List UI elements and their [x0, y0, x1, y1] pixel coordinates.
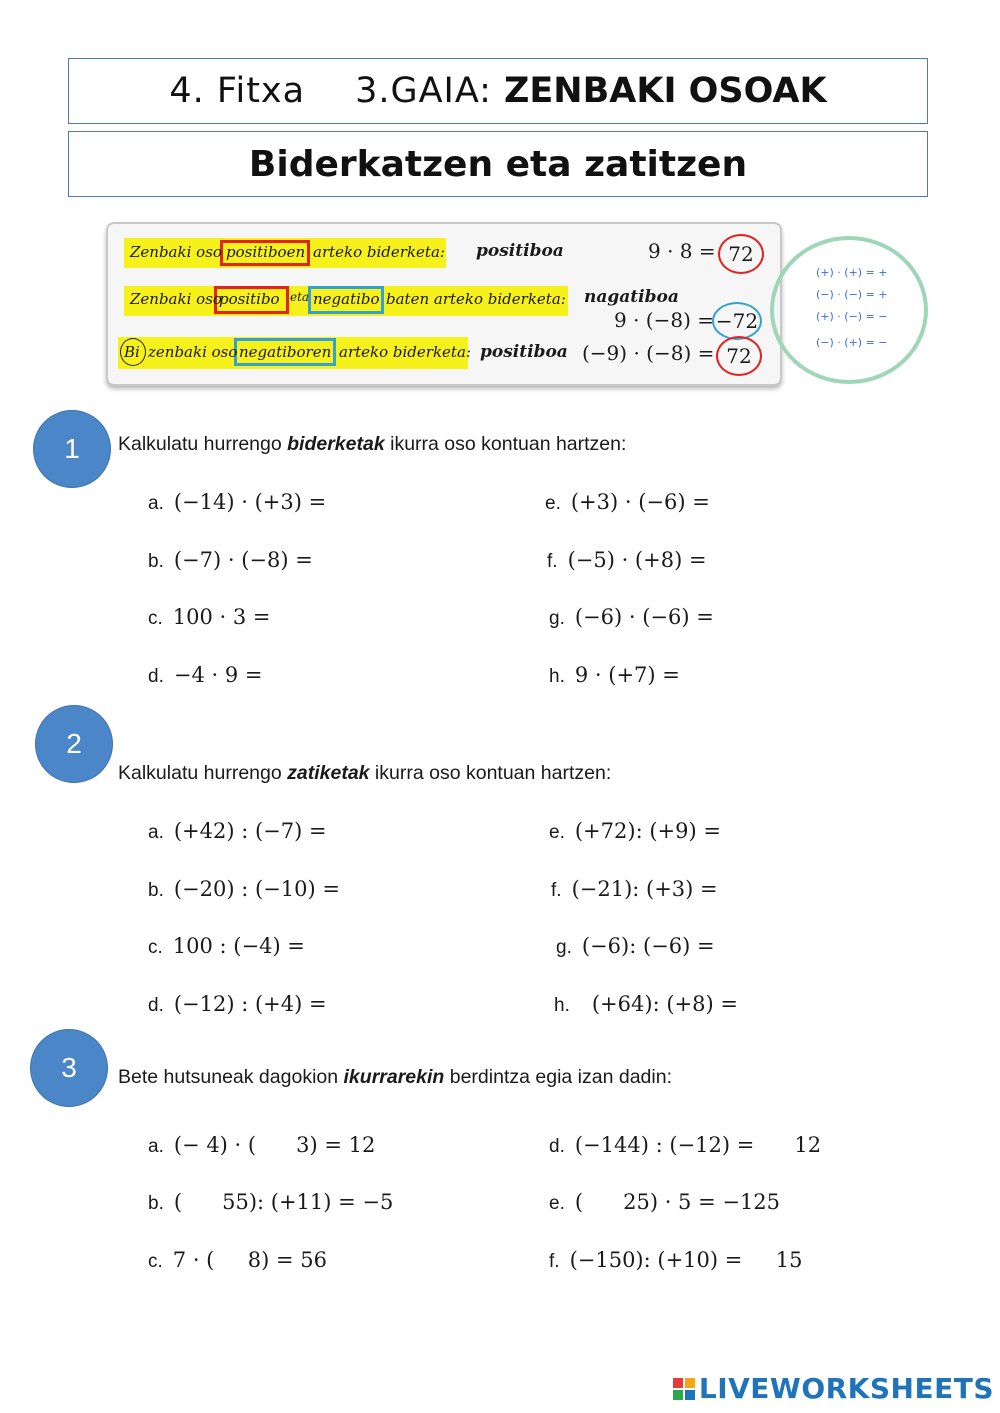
exercise-1f	[547, 548, 707, 573]
rule-row-3-result	[716, 336, 762, 376]
exercise-2b	[148, 877, 340, 902]
exercise-label: c.	[148, 937, 163, 958]
exercise-expression: 9 · (+7) =	[574, 663, 680, 687]
liveworksheets-icon	[673, 1378, 695, 1400]
sign-rule-2: (−) · (−) = +	[816, 288, 888, 301]
exercise-label: a.	[148, 1136, 164, 1157]
sign-rule-1: (+) · (+) = +	[816, 266, 888, 279]
rule-row-1-equation: 9 · 8 =	[648, 239, 716, 263]
section-3-number-text: 3	[61, 1052, 77, 1083]
exercise-label: a.	[148, 822, 164, 843]
rule-row-3-box-word: negatiboren	[239, 343, 332, 361]
exercise-label: c.	[148, 1251, 163, 1272]
rule-row-3-pre: zenbaki oso	[148, 343, 238, 361]
exercise-1b	[148, 548, 313, 573]
rule-row-2-equation: 9 · (−8) =	[614, 308, 714, 332]
exercise-label: h.	[554, 995, 570, 1016]
logo-square	[673, 1378, 683, 1388]
section-2-instruction-bold: zatiketak	[287, 762, 370, 784]
subtitle-text: Biderkatzen eta zatitzen	[248, 143, 748, 185]
exercise-expression: (− 4) · ( 3) = 12	[173, 1133, 376, 1157]
exercise-label: a.	[148, 493, 164, 514]
exercise-1c	[148, 605, 271, 630]
sign-rules-circle	[770, 236, 928, 384]
section-2-instruction-pre: Kalkulatu hurrengo	[118, 762, 288, 784]
exercise-2c	[148, 934, 305, 959]
fitxa-label: 4. Fitxa	[169, 71, 306, 111]
exercise-expression: (−144) : (−12) = 12	[574, 1133, 822, 1157]
exercise-expression: (−150): (+10) = 15	[569, 1248, 803, 1272]
rule-row-1-result	[718, 234, 764, 274]
exercise-label: c.	[148, 608, 163, 629]
exercise-2f	[551, 877, 718, 902]
exercise-label: d.	[148, 995, 164, 1016]
gaia-label: 3.GAIA:	[355, 71, 492, 111]
exercise-label: h.	[549, 666, 565, 687]
section-1-number	[33, 410, 111, 488]
section-1-instruction-pre: Kalkulatu hurrengo	[118, 433, 288, 455]
exercise-expression: (−6): (−6) =	[581, 934, 715, 958]
exercise-2g	[556, 934, 715, 959]
logo-square	[685, 1378, 695, 1388]
rule-row-2-post: baten arteko biderketa:	[386, 290, 566, 308]
logo-square	[685, 1390, 695, 1400]
exercise-expression: (+64): (+8) =	[591, 992, 738, 1016]
exercise-2a	[148, 819, 327, 844]
worksheet-subtitle	[68, 131, 928, 197]
exercise-expression: 7 · ( 8) = 56	[172, 1248, 327, 1272]
exercise-label: f.	[549, 1251, 560, 1272]
exercise-expression: (−14) · (+3) =	[173, 490, 327, 514]
section-2-number	[35, 705, 113, 783]
section-3-instruction-bold: ikurrarekin	[343, 1066, 445, 1088]
exercise-expression: −4 · 9 =	[173, 663, 263, 687]
multiplication-rules-panel	[106, 222, 782, 386]
rule-row-2-box1-word: positibo	[219, 290, 280, 308]
rule-row-1-sign: positiboa	[476, 241, 564, 261]
exercise-expression: 100 : (−4) =	[172, 934, 305, 958]
topic-title: ZENBAKI OSOAK	[503, 71, 827, 111]
exercise-3a	[148, 1133, 375, 1158]
exercise-expression: ( 55): (+11) = −5	[173, 1190, 394, 1214]
exercise-label: f.	[551, 880, 562, 901]
exercise-expression: (−6) · (−6) =	[574, 605, 714, 629]
exercise-expression: (−7) · (−8) =	[173, 548, 313, 572]
exercise-label: e.	[549, 822, 565, 843]
section-2-instruction-post: ikurra oso kontuan hartzen:	[369, 762, 612, 784]
worksheet-title	[68, 58, 928, 124]
rule-row-2-result	[712, 302, 762, 340]
exercise-label: d.	[549, 1136, 565, 1157]
exercise-2d	[148, 992, 327, 1017]
rule-row-2-sign: nagatiboa	[584, 287, 679, 307]
exercise-1e	[545, 490, 710, 515]
rule-row-1-result-text: 72	[728, 242, 754, 266]
exercise-expression: (−12) : (+4) =	[173, 992, 327, 1016]
exercise-3b	[148, 1190, 393, 1215]
exercise-label: e.	[549, 1193, 565, 1214]
exercise-label: f.	[547, 551, 558, 572]
liveworksheets-logo[interactable]	[673, 1372, 994, 1405]
section-1-instruction-bold: biderketak	[287, 433, 385, 455]
rule-row-1-pre: Zenbaki oso	[130, 243, 222, 261]
exercise-3f	[549, 1248, 802, 1273]
sign-rule-4: (−) · (+) = −	[816, 336, 888, 349]
section-2-instruction	[118, 762, 611, 785]
exercise-label: g.	[556, 937, 572, 958]
exercise-expression: (−5) · (+8) =	[567, 548, 707, 572]
logo-square	[673, 1390, 683, 1400]
rule-row-2-pre: Zenbaki oso	[130, 290, 222, 308]
exercise-1h	[549, 663, 680, 688]
exercise-1a	[148, 490, 326, 515]
exercise-label: g.	[549, 608, 565, 629]
section-1-number-text: 1	[64, 433, 80, 464]
exercise-3e	[549, 1190, 780, 1215]
section-1-instruction	[118, 433, 626, 456]
exercise-expression: (−21): (+3) =	[571, 877, 718, 901]
section-1-instruction-post: ikurra oso kontuan hartzen:	[384, 433, 627, 455]
rule-row-1-post: arteko biderketa:	[313, 243, 445, 261]
exercise-3d	[549, 1133, 821, 1158]
liveworksheets-text: LIVEWORKSHEETS	[698, 1372, 994, 1405]
exercise-3c	[148, 1248, 327, 1273]
exercise-expression: (+42) : (−7) =	[173, 819, 327, 843]
section-3-instruction	[118, 1066, 672, 1089]
exercise-2e	[549, 819, 721, 844]
rule-row-2-box2-word: negatibo	[313, 290, 380, 308]
exercise-expression: (+3) · (−6) =	[570, 490, 710, 514]
section-2-number-text: 2	[66, 728, 82, 759]
exercise-label: e.	[545, 493, 561, 514]
rule-row-3-sign: positiboa	[480, 342, 568, 362]
sign-rule-3: (+) · (−) = −	[816, 310, 888, 323]
exercise-expression: ( 25) · 5 = −125	[574, 1190, 781, 1214]
exercise-label: b.	[148, 1193, 164, 1214]
exercise-1d	[148, 663, 262, 688]
exercise-expression: 100 · 3 =	[172, 605, 271, 629]
section-3-number	[30, 1029, 108, 1107]
exercise-2h	[554, 992, 738, 1017]
exercise-label: d.	[148, 666, 164, 687]
rule-row-3-equation: (−9) · (−8) =	[582, 341, 715, 365]
section-3-instruction-pre: Bete hutsuneak dagokion	[118, 1066, 344, 1088]
rule-row-3-result-text: 72	[726, 344, 752, 368]
section-3-instruction-post: berdintza egia izan dadin:	[444, 1066, 672, 1088]
rule-row-1-box-word: positiboen	[226, 243, 306, 261]
exercise-expression: (+72): (+9) =	[574, 819, 721, 843]
exercise-expression: (−20) : (−10) =	[173, 877, 340, 901]
exercise-label: b.	[148, 551, 164, 572]
rule-row-2-result-text: −72	[715, 309, 759, 333]
rule-row-3-pre-circled: Bi	[124, 343, 140, 361]
rule-row-2-mid: eta	[290, 290, 310, 304]
exercise-label: b.	[148, 880, 164, 901]
rule-row-3-post: arteko biderketa:	[339, 343, 471, 361]
exercise-1g	[549, 605, 714, 630]
